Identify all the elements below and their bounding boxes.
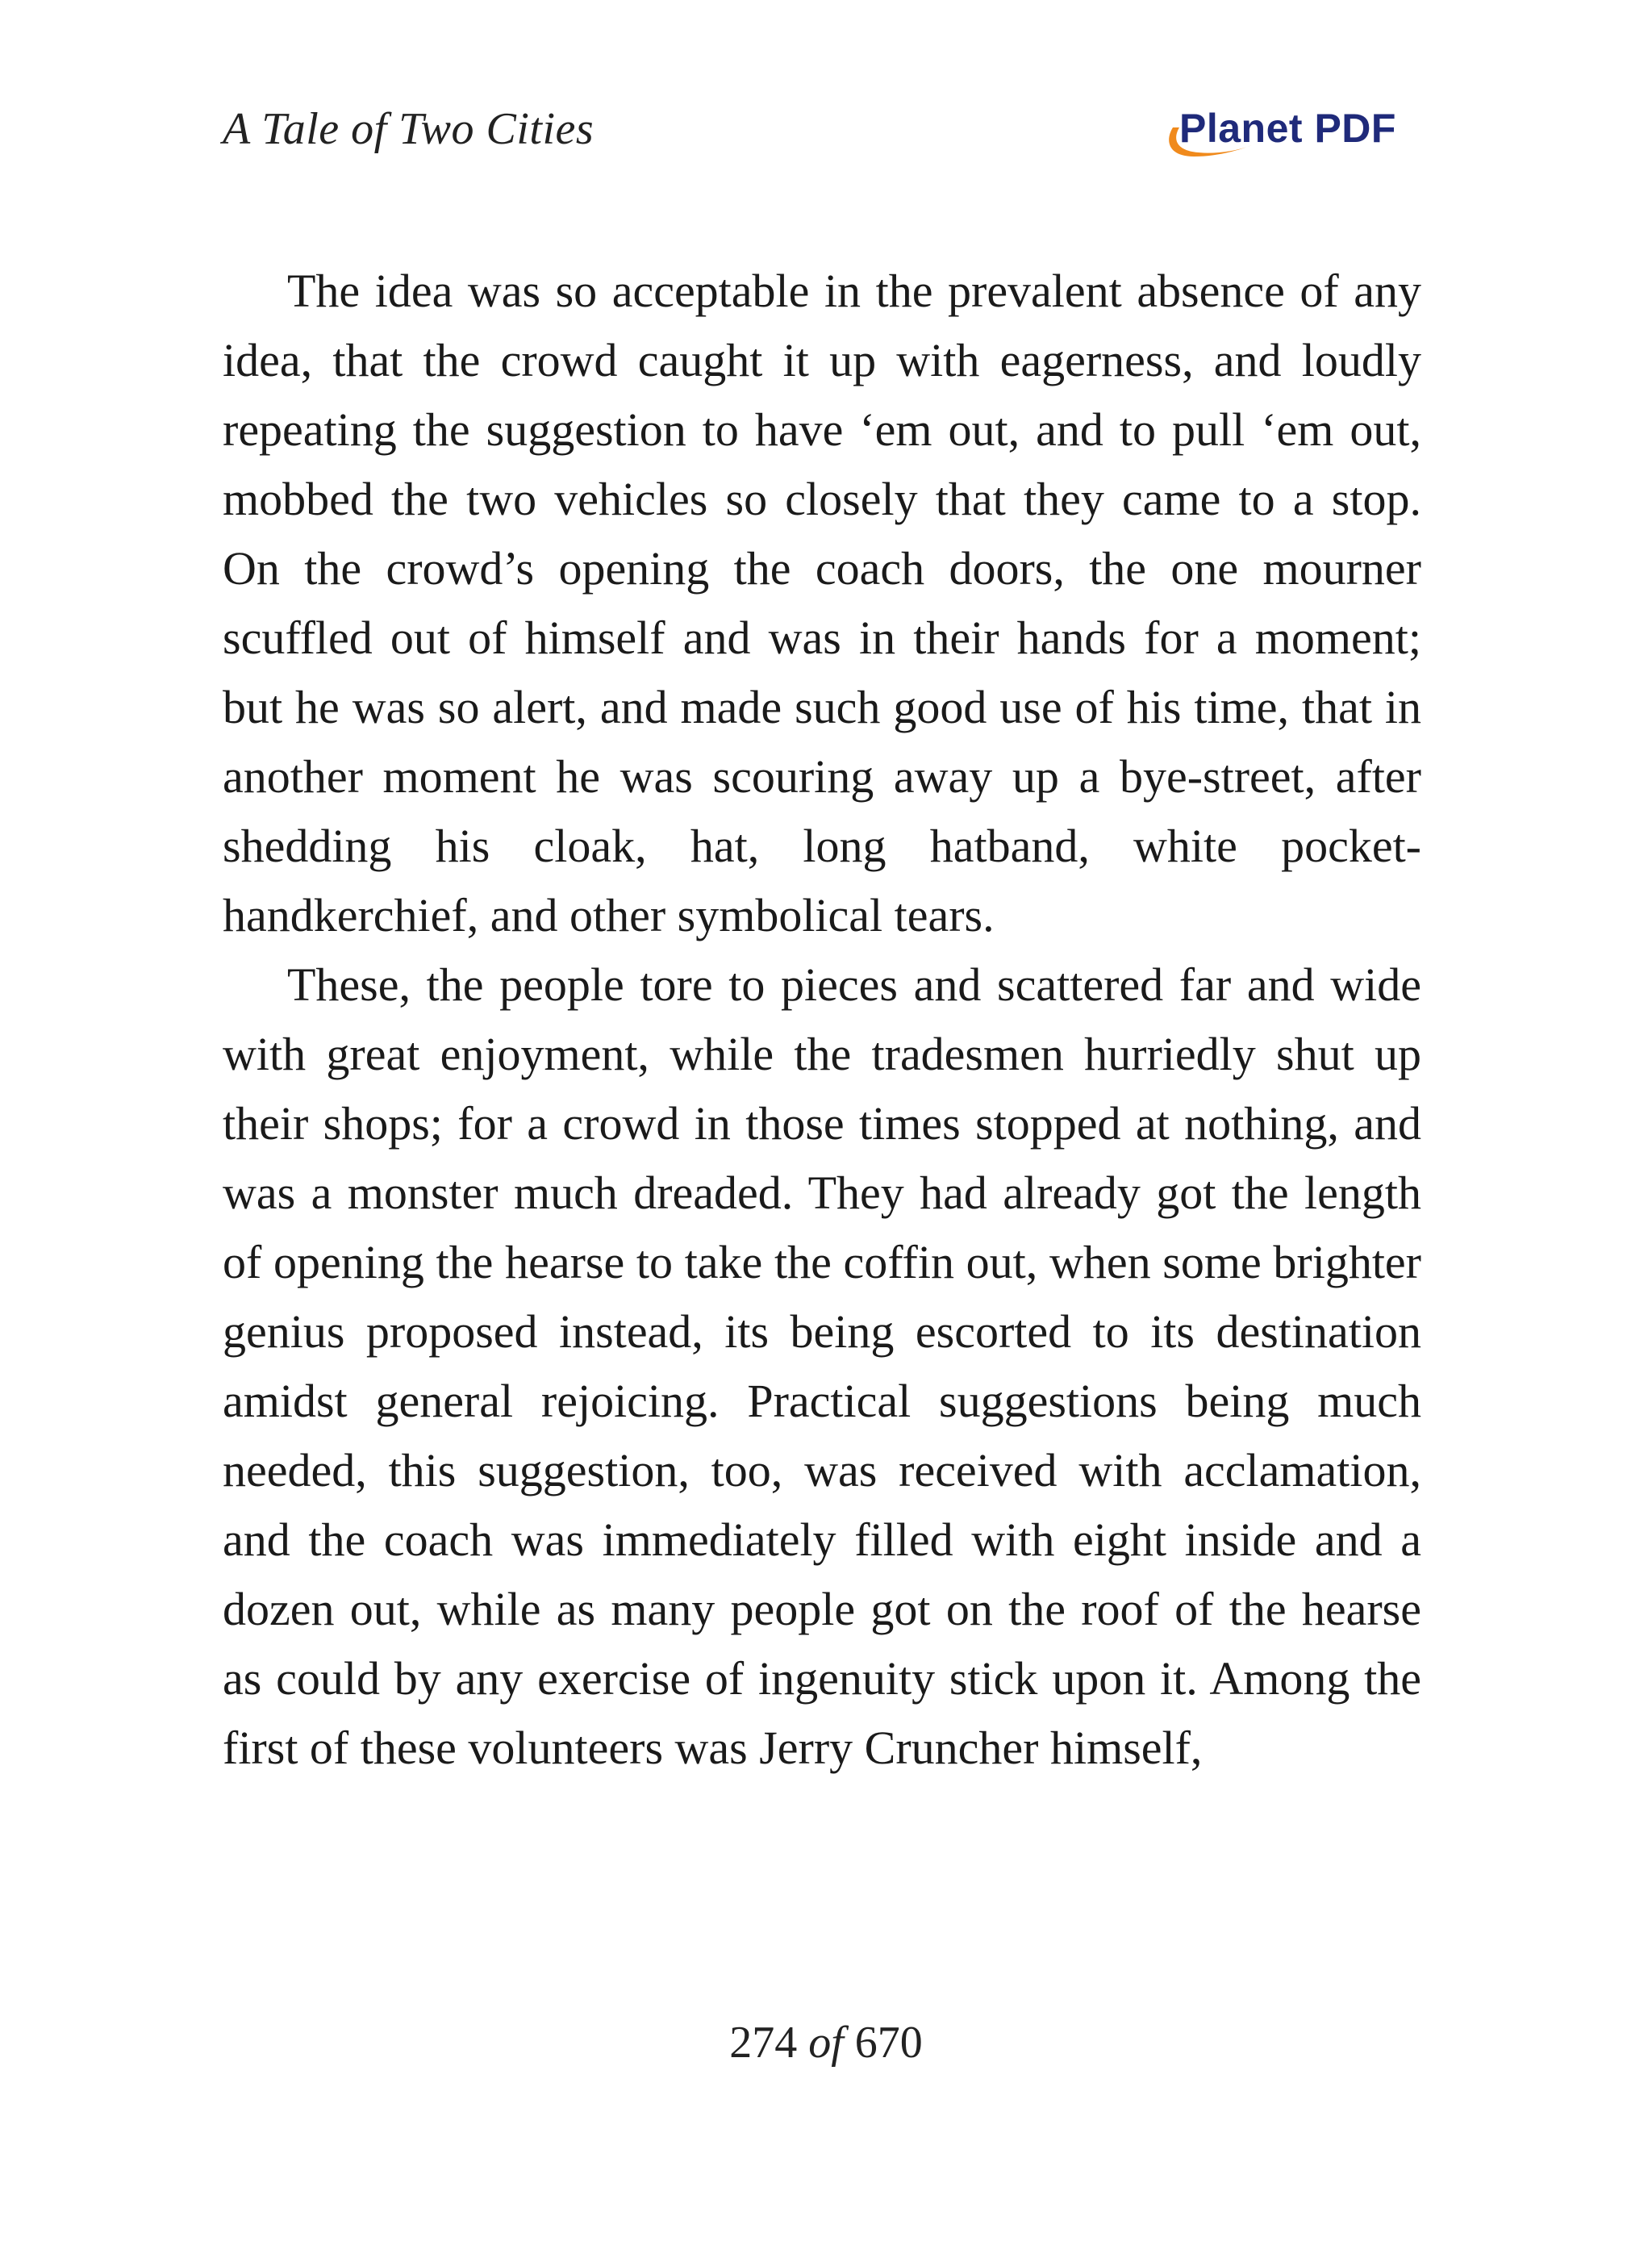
paragraph: These, the people tore to pieces and scattered far and wide with great enjoyment, while the tradesmen hurriedly shut up their shops; for a crowd in those times stopped at nothing, and was a monster much dreaded. They had already got the length of opening the hearse to take the coffin out, when some brighter genius proposed instead, its being escorted to its destination amidst general rejoicing. Practical suggestions being much needed, this suggestion, too, was received with acclamation, and the coach was immediately filled with eight inside and a dozen out, while as many people got on the roof of the hearse as could by any exercise of ingenuity stick upon it. Among the first of these volunteers was Jerry Cruncher himself, [223, 958, 1421, 1774]
logo-text: Planet PDF [1179, 106, 1396, 151]
paragraph: The idea was so acceptable in the prevalent absence of any idea, that the crowd caught it up with eagerness, and loudly repeating the suggestion to have ‘em out, and to pull ‘em out, mobbed the two vehicles so closely that they came to a stop. On the crowd’s opening the coach doors, the one mourner scuffled out of himself and was in their hands for a moment; but he was so alert, and made such good use of his time, that in another moment he was scouring away up a bye-street, after shedding his cloak, hat, long hatband, white pocket-handkerchief, and other symbolical tears. [223, 265, 1421, 941]
planet-pdf-logo [1162, 103, 1420, 165]
page-total: 670 [854, 2018, 923, 2068]
book-title: A Tale of Two Cities [223, 104, 594, 154]
page-body [223, 257, 1421, 1783]
page-current: 274 [729, 2018, 798, 2068]
page-of-label: of [808, 2018, 844, 2068]
page-number [0, 2017, 1652, 2068]
